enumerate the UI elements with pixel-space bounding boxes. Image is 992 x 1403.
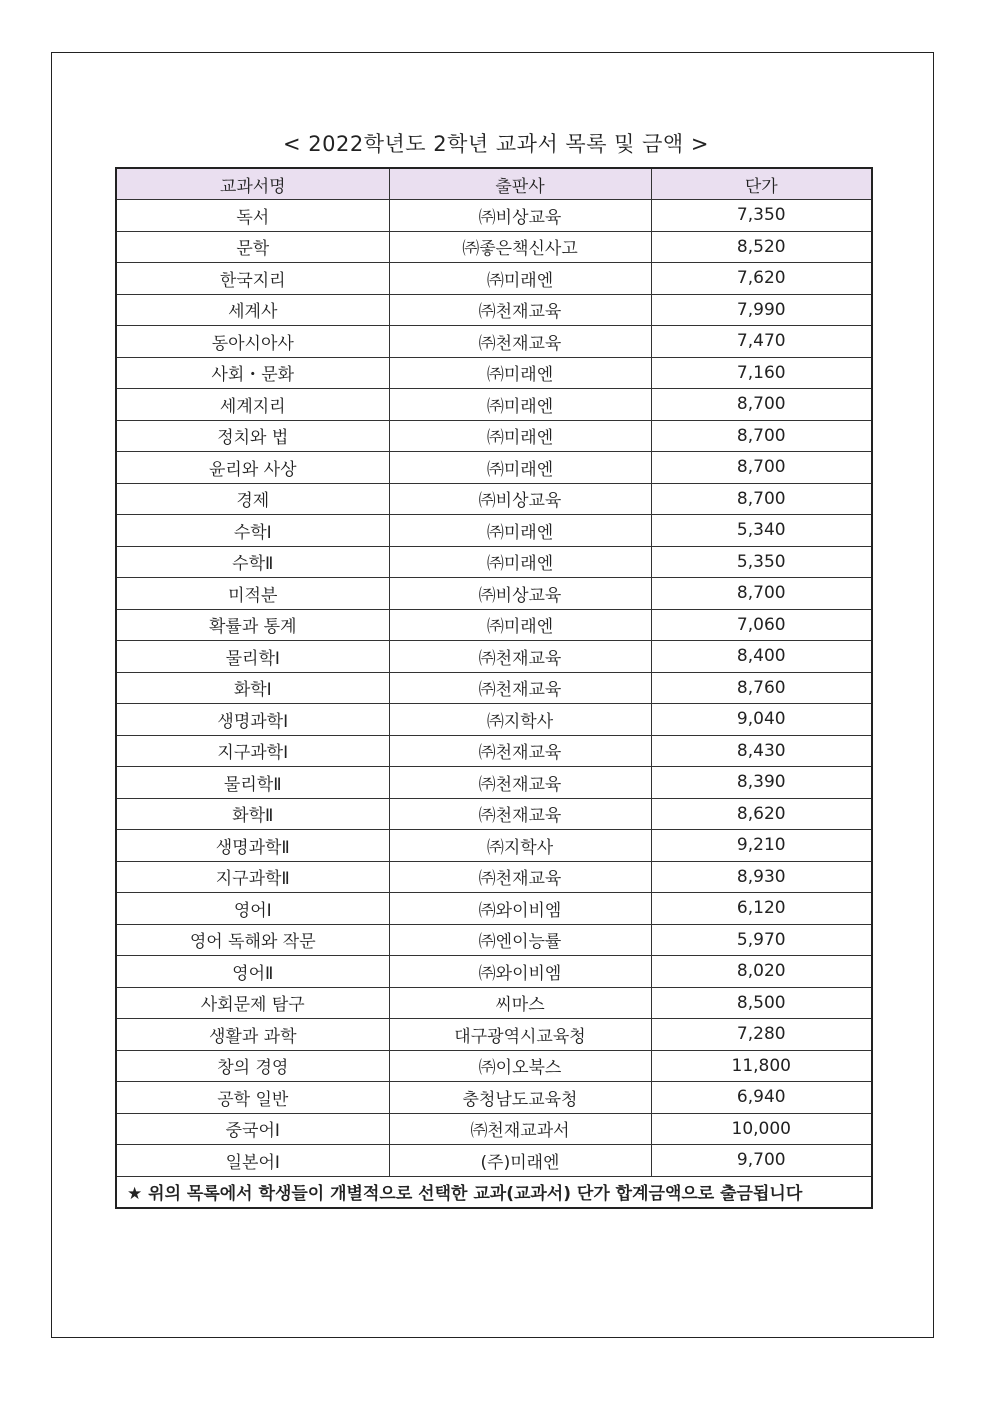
publisher-cell: ㈜미래엔 <box>389 357 651 389</box>
unit-price-cell: 9,210 <box>651 830 872 862</box>
textbook-name-cell: 수학Ⅰ <box>116 515 389 547</box>
table-row <box>116 326 872 358</box>
table-row <box>116 641 872 673</box>
unit-price-cell: 8,700 <box>651 483 872 515</box>
unit-price-cell: 9,040 <box>651 704 872 736</box>
publisher-cell: ㈜천재교육 <box>389 861 651 893</box>
table-row <box>116 987 872 1019</box>
payment-note: ★ 위의 목록에서 학생들이 개별적으로 선택한 교과(교과서) 단가 합계금액으로 출금됩니다 <box>116 1176 872 1208</box>
unit-price-cell: 7,350 <box>651 200 872 232</box>
textbook-name-cell: 세계사 <box>116 294 389 326</box>
table-row <box>116 1050 872 1082</box>
table-header-row <box>116 168 872 200</box>
table-row <box>116 672 872 704</box>
publisher-cell: ㈜천재교육 <box>389 641 651 673</box>
textbook-name-cell: 생명과학Ⅰ <box>116 704 389 736</box>
table-row <box>116 483 872 515</box>
publisher-cell: ㈜천재교육 <box>389 326 651 358</box>
textbook-name-cell: 화학Ⅰ <box>116 672 389 704</box>
unit-price-cell: 11,800 <box>651 1050 872 1082</box>
publisher-cell: ㈜이오북스 <box>389 1050 651 1082</box>
unit-price-cell: 8,700 <box>651 420 872 452</box>
textbook-name-cell: 문학 <box>116 231 389 263</box>
textbook-name-cell: 창의 경영 <box>116 1050 389 1082</box>
unit-price-cell: 8,500 <box>651 987 872 1019</box>
publisher-cell: 씨마스 <box>389 987 651 1019</box>
unit-price-cell: 8,700 <box>651 452 872 484</box>
table-row <box>116 515 872 547</box>
table-body <box>116 200 872 1177</box>
header-unit-price: 단가 <box>651 168 872 200</box>
unit-price-cell: 7,280 <box>651 1019 872 1051</box>
table-row <box>116 609 872 641</box>
textbook-name-cell: 정치와 법 <box>116 420 389 452</box>
unit-price-cell: 7,990 <box>651 294 872 326</box>
table-row <box>116 420 872 452</box>
unit-price-cell: 8,400 <box>651 641 872 673</box>
unit-price-cell: 8,520 <box>651 231 872 263</box>
publisher-cell: ㈜미래엔 <box>389 515 651 547</box>
table-row <box>116 704 872 736</box>
textbook-name-cell: 동아시아사 <box>116 326 389 358</box>
publisher-cell: ㈜미래엔 <box>389 452 651 484</box>
textbook-name-cell: 일본어Ⅰ <box>116 1145 389 1177</box>
textbook-name-cell: 공학 일반 <box>116 1082 389 1114</box>
table-row <box>116 452 872 484</box>
unit-price-cell: 7,470 <box>651 326 872 358</box>
textbook-name-cell: 중국어Ⅰ <box>116 1113 389 1145</box>
table-row <box>116 1145 872 1177</box>
textbook-name-cell: 한국지리 <box>116 263 389 295</box>
table-row <box>116 578 872 610</box>
publisher-cell: ㈜천재교육 <box>389 735 651 767</box>
table-row <box>116 1082 872 1114</box>
table-row <box>116 357 872 389</box>
unit-price-cell: 10,000 <box>651 1113 872 1145</box>
publisher-cell: ㈜천재교육 <box>389 767 651 799</box>
publisher-cell: ㈜미래엔 <box>389 420 651 452</box>
table-row <box>116 735 872 767</box>
table-row <box>116 893 872 925</box>
textbook-name-cell: 생활과 과학 <box>116 1019 389 1051</box>
textbook-name-cell: 지구과학Ⅰ <box>116 735 389 767</box>
textbook-name-cell: 세계지리 <box>116 389 389 421</box>
document-title: < 2022학년도 2학년 교과서 목록 및 금액 > <box>283 132 709 156</box>
publisher-cell: ㈜엔이능률 <box>389 924 651 956</box>
unit-price-cell: 7,160 <box>651 357 872 389</box>
textbook-name-cell: 물리학Ⅱ <box>116 767 389 799</box>
table-row <box>116 767 872 799</box>
unit-price-cell: 7,620 <box>651 263 872 295</box>
unit-price-cell: 8,430 <box>651 735 872 767</box>
textbook-table <box>115 167 873 1209</box>
publisher-cell: ㈜미래엔 <box>389 546 651 578</box>
publisher-cell: ㈜좋은책신사고 <box>389 231 651 263</box>
note-row <box>116 1176 872 1208</box>
table-row <box>116 861 872 893</box>
publisher-cell: 대구광역시교육청 <box>389 1019 651 1051</box>
textbook-name-cell: 화학Ⅱ <box>116 798 389 830</box>
publisher-cell: ㈜비상교육 <box>389 483 651 515</box>
textbook-name-cell: 영어 독해와 작문 <box>116 924 389 956</box>
textbook-name-cell: 물리학Ⅰ <box>116 641 389 673</box>
textbook-name-cell: 경제 <box>116 483 389 515</box>
table-row <box>116 956 872 988</box>
publisher-cell: ㈜비상교육 <box>389 200 651 232</box>
publisher-cell: ㈜비상교육 <box>389 578 651 610</box>
unit-price-cell: 7,060 <box>651 609 872 641</box>
publisher-cell: 충청남도교육청 <box>389 1082 651 1114</box>
publisher-cell: ㈜와이비엠 <box>389 893 651 925</box>
table-row <box>116 200 872 232</box>
publisher-cell: ㈜지학사 <box>389 830 651 862</box>
unit-price-cell: 8,620 <box>651 798 872 830</box>
publisher-cell: ㈜미래엔 <box>389 263 651 295</box>
table-row <box>116 546 872 578</box>
publisher-cell: ㈜지학사 <box>389 704 651 736</box>
table-row <box>116 1019 872 1051</box>
publisher-cell: ㈜천재교과서 <box>389 1113 651 1145</box>
textbook-name-cell: 수학Ⅱ <box>116 546 389 578</box>
publisher-cell: ㈜미래엔 <box>389 609 651 641</box>
publisher-cell: ㈜와이비엠 <box>389 956 651 988</box>
textbook-name-cell: 미적분 <box>116 578 389 610</box>
unit-price-cell: 8,930 <box>651 861 872 893</box>
unit-price-cell: 5,970 <box>651 924 872 956</box>
unit-price-cell: 5,340 <box>651 515 872 547</box>
unit-price-cell: 9,700 <box>651 1145 872 1177</box>
table-row <box>116 830 872 862</box>
publisher-cell: ㈜미래엔 <box>389 389 651 421</box>
table-row <box>116 231 872 263</box>
table-row <box>116 1113 872 1145</box>
unit-price-cell: 8,700 <box>651 578 872 610</box>
textbook-name-cell: 독서 <box>116 200 389 232</box>
unit-price-cell: 8,760 <box>651 672 872 704</box>
unit-price-cell: 8,390 <box>651 767 872 799</box>
textbook-name-cell: 사회문제 탐구 <box>116 987 389 1019</box>
table-row <box>116 798 872 830</box>
unit-price-cell: 8,020 <box>651 956 872 988</box>
textbook-name-cell: 윤리와 사상 <box>116 452 389 484</box>
unit-price-cell: 5,350 <box>651 546 872 578</box>
publisher-cell: ㈜천재교육 <box>389 798 651 830</box>
table-row <box>116 263 872 295</box>
textbook-name-cell: 지구과학Ⅱ <box>116 861 389 893</box>
publisher-cell: ㈜천재교육 <box>389 672 651 704</box>
unit-price-cell: 8,700 <box>651 389 872 421</box>
unit-price-cell: 6,940 <box>651 1082 872 1114</box>
textbook-name-cell: 영어Ⅰ <box>116 893 389 925</box>
unit-price-cell: 6,120 <box>651 893 872 925</box>
table-row <box>116 389 872 421</box>
header-publisher: 출판사 <box>389 168 651 200</box>
table-row <box>116 924 872 956</box>
textbook-name-cell: 확률과 통계 <box>116 609 389 641</box>
textbook-name-cell: 영어Ⅱ <box>116 956 389 988</box>
header-textbook-name: 교과서명 <box>116 168 389 200</box>
textbook-name-cell: 사회・문화 <box>116 357 389 389</box>
textbook-name-cell: 생명과학Ⅱ <box>116 830 389 862</box>
publisher-cell: (주)미래엔 <box>389 1145 651 1177</box>
table-row <box>116 294 872 326</box>
publisher-cell: ㈜천재교육 <box>389 294 651 326</box>
